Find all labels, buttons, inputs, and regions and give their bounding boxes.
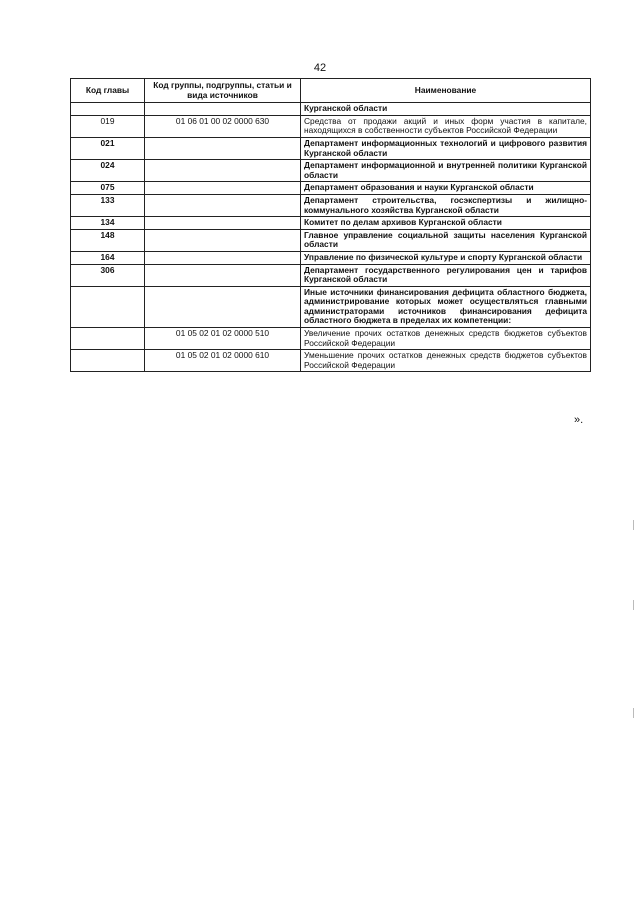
chapter-code-cell	[71, 286, 145, 327]
source-code-cell	[145, 103, 301, 116]
name-cell: Комитет по делам архивов Курганской области	[301, 217, 591, 230]
name-cell: Департамент информационных технологий и цифрового развития Курганской области	[301, 137, 591, 159]
scan-mark	[633, 520, 634, 530]
table-row	[71, 182, 591, 195]
chapter-code-cell: 021	[71, 137, 145, 159]
name-cell: Средства от продажи акций и иных форм участия в капитале, находящихся в собственности субъектов Российской Федерации	[301, 115, 591, 137]
table-row	[71, 217, 591, 230]
name-cell: Департамент государственного регулирования цен и тарифов Курганской области	[301, 264, 591, 286]
chapter-code-cell	[71, 350, 145, 372]
budget-sources-table	[70, 78, 591, 372]
table-row	[71, 103, 591, 116]
chapter-code-cell: 133	[71, 194, 145, 216]
scan-mark	[633, 708, 634, 718]
source-code-cell	[145, 160, 301, 182]
table-row	[71, 350, 591, 372]
name-cell: Департамент информационной и внутренней политики Курганской области	[301, 160, 591, 182]
name-cell: Департамент строительства, госэкспертизы и жилищно-коммунального хозяйства Курганской области	[301, 194, 591, 216]
table-header-row	[71, 79, 591, 103]
table-body	[71, 103, 591, 372]
table-row	[71, 264, 591, 286]
closing-quote: ».	[574, 414, 584, 426]
source-code-cell	[145, 251, 301, 264]
chapter-code-cell	[71, 103, 145, 116]
name-cell: Управление по физической культуре и спорту Курганской области	[301, 251, 591, 264]
chapter-code-cell: 024	[71, 160, 145, 182]
source-code-cell	[145, 137, 301, 159]
header-chapter-code: Код главы	[71, 79, 145, 103]
chapter-code-cell: 164	[71, 251, 145, 264]
table-row	[71, 229, 591, 251]
source-code-cell: 01 05 02 01 02 0000 610	[145, 350, 301, 372]
header-name: Наименование	[301, 79, 591, 103]
name-cell: Главное управление социальной защиты населения Курганской области	[301, 229, 591, 251]
chapter-code-cell	[71, 328, 145, 350]
table-row	[71, 137, 591, 159]
chapter-code-cell: 306	[71, 264, 145, 286]
header-source-code: Код группы, подгруппы, статьи и вида источников	[145, 79, 301, 103]
source-code-cell: 01 05 02 01 02 0000 510	[145, 328, 301, 350]
name-cell: Иные источники финансирования дефицита областного бюджета, администрирование которых может осуществляться главными администраторами источников финансирования дефицита областного бюджета в пределах их компетенции:	[301, 286, 591, 327]
source-code-cell: 01 06 01 00 02 0000 630	[145, 115, 301, 137]
table-row	[71, 194, 591, 216]
table-row	[71, 115, 591, 137]
chapter-code-cell: 019	[71, 115, 145, 137]
source-code-cell	[145, 229, 301, 251]
table-row	[71, 251, 591, 264]
table-row	[71, 328, 591, 350]
scan-mark	[633, 600, 634, 610]
source-code-cell	[145, 217, 301, 230]
chapter-code-cell: 148	[71, 229, 145, 251]
name-cell: Уменьшение прочих остатков денежных средств бюджетов субъектов Российской Федерации	[301, 350, 591, 372]
name-cell: Департамент образования и науки Курганской области	[301, 182, 591, 195]
name-cell: Курганской области	[301, 103, 591, 116]
name-cell: Увеличение прочих остатков денежных средств бюджетов субъектов Российской Федерации	[301, 328, 591, 350]
table-row	[71, 160, 591, 182]
page-number: 42	[313, 62, 327, 74]
chapter-code-cell: 075	[71, 182, 145, 195]
source-code-cell	[145, 182, 301, 195]
source-code-cell	[145, 194, 301, 216]
chapter-code-cell: 134	[71, 217, 145, 230]
source-code-cell	[145, 286, 301, 327]
source-code-cell	[145, 264, 301, 286]
table-row	[71, 286, 591, 327]
